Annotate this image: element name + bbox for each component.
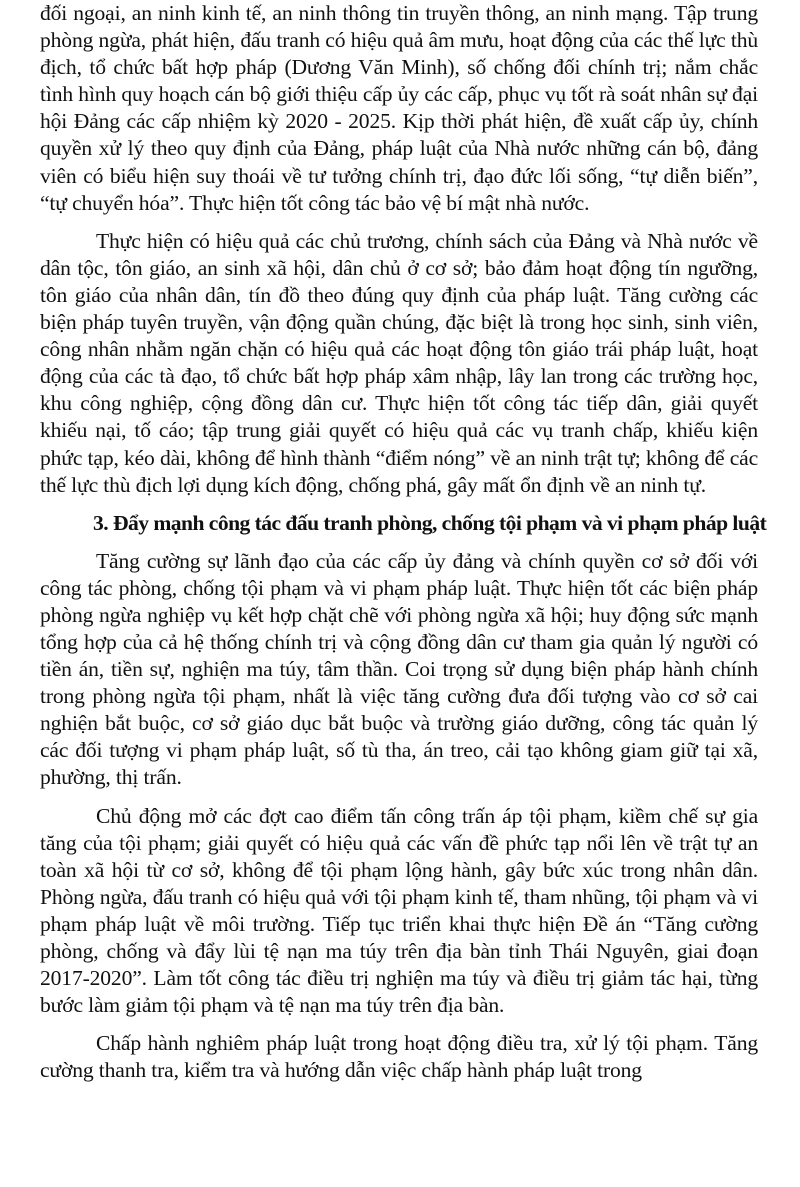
paragraph-gap: [40, 792, 758, 803]
paragraph-security-continuation: đối ngoại, an ninh kinh tế, an ninh thông tin truyền thông, an ninh mạng. Tập trung phòng ngừa, phát hiện, đấu tranh có hiệu quả âm mưu, hoạt động của các thế lực thù địch, tổ chức bất hợp pháp (Dương Văn Minh), số chống đối chính trị; nắm chắc tình hình quy hoạch cán bộ giới thiệu cấp ủy các cấp, phục vụ tốt rà soát nhân sự đại hội Đảng các cấp nhiệm kỳ 2020 - 2025. Kịp thời phát hiện, đề xuất cấp ủy, chính quyền xử lý theo quy định của Đảng, pháp luật của Nhà nước những cán bộ, đảng viên có biểu hiện suy thoái về tư tưởng chính trị, đạo đức lối sống, “tự diễn biến”, “tự chuyển hóa”. Thực hiện tốt công tác bảo vệ bí mật nhà nước.: [40, 1, 758, 215]
paragraph-gap: [40, 1019, 758, 1030]
paragraph-gap: [40, 217, 758, 228]
paragraph-gap: [40, 499, 758, 510]
paragraph-crime-suppression: Chủ động mở các đợt cao điểm tấn công trấn áp tội phạm, kiềm chế sự gia tăng của tội phạm; giải quyết có hiệu quả các vấn đề phức tạp nổi lên về trật tự an toàn xã hội từ cơ sở, không để tội phạm lộng hành, gây bức xúc trong nhân dân. Phòng ngừa, đấu tranh có hiệu quả với tội phạm kinh tế, tham nhũng, tội phạm và vi phạm pháp luật về môi trường. Tiếp tục triển khai thực hiện Đề án “Tăng cường phòng, chống và đẩy lùi tệ nạn ma túy trên địa bàn tỉnh Thái Nguyên, giai đoạn 2017-2020”. Làm tốt công tác điều trị nghiện ma túy và điều trị giảm tác hại, từng bước làm giảm tội phạm và tệ nạn ma túy trên địa bàn.: [40, 803, 758, 1018]
paragraph-crime-prevention-leadership: Tăng cường sự lãnh đạo của các cấp ủy đảng và chính quyền cơ sở đối với công tác phòng, chống tội phạm và vi phạm pháp luật. Thực hiện tốt các biện pháp phòng ngừa nghiệp vụ kết hợp chặt chẽ với phòng ngừa xã hội; huy động sức mạnh tổng hợp của cả hệ thống chính trị và cộng đồng dân cư tham gia quản lý người có tiền án, tiền sự, nghiện ma túy, tâm thần. Coi trọng sử dụng biện pháp hành chính trong phòng ngừa tội phạm, nhất là việc tăng cường đưa đối tượng vào cơ sở cai nghiện bắt buộc, cơ sở giáo dục bắt buộc và trường giáo dưỡng, công tác quản lý các đối tượng vi phạm pháp luật, số tù tha, án treo, cải tạo không giam giữ tại xã, phường, thị trấn.: [40, 548, 758, 790]
paragraph-law-enforcement: Chấp hành nghiêm pháp luật trong hoạt động điều tra, xử lý tội phạm. Tăng cường thanh tra, kiểm tra và hướng dẫn việc chấp hành pháp luật trong: [40, 1031, 758, 1083]
paragraph-religion-ethnicity: Thực hiện có hiệu quả các chủ trương, chính sách của Đảng và Nhà nước về dân tộc, tôn giáo, an sinh xã hội, dân chủ ở cơ sở; bảo đảm hoạt động tín ngưỡng, tôn giáo của nhân dân, tín đồ theo đúng quy định của pháp luật. Tăng cường các biện pháp tuyên truyền, vận động quần chúng, đặc biệt là trong học sinh, sinh viên, công nhân nhằm ngăn chặn có hiệu quả các hoạt động tôn giáo trái pháp luật, hoạt động của các tà đạo, tổ chức bất hợp pháp xâm nhập, lây lan trong các trường học, khu công nghiệp, cộng đồng dân cư. Thực hiện tốt công tác tiếp dân, giải quyết khiếu nại, tố cáo; tập trung giải quyết có hiệu quả các vụ tranh chấp, khiếu kiện phức tạp, kéo dài, không để hình thành “điểm nóng” về an ninh trật tự; không để các thế lực thù địch lợi dụng kích động, chống phá, gây mất ổn định về an ninh tự.: [40, 228, 758, 497]
section-heading: 3. Đẩy mạnh công tác đấu tranh phòng, chống tội phạm và vi phạm pháp luật: [93, 510, 767, 535]
document-page: [40, 0, 767, 1084]
paragraph-gap: [40, 537, 758, 548]
